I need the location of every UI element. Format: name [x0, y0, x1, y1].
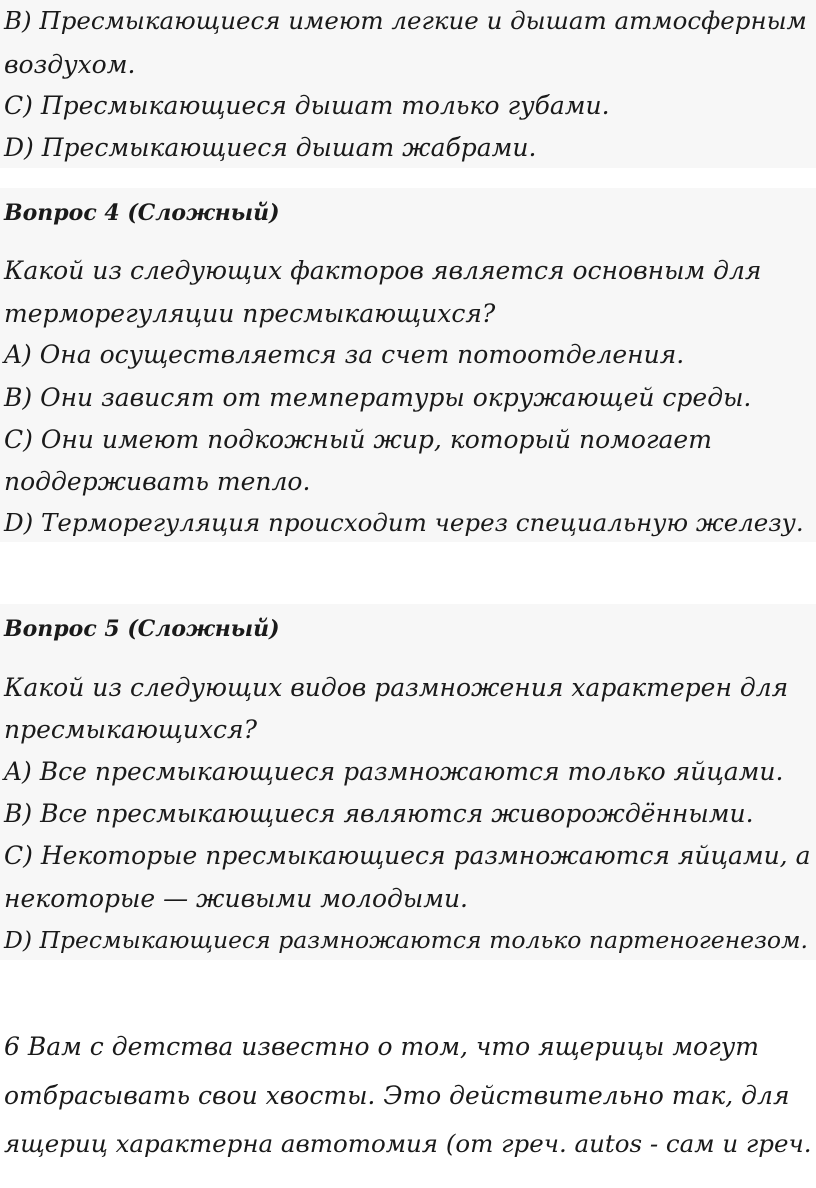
- task-6-line1: 6 Вам с детства известно о том, что ящерицы могут: [4, 1032, 759, 1061]
- q5-title: Вопрос 5 (Сложный): [4, 616, 280, 642]
- q3-option-d: D) Пресмыкающиеся дышат жабрами.: [4, 133, 537, 162]
- q4-option-a: A) Она осуществляется за счет потоотделения.: [4, 340, 685, 369]
- q5-question-line2: пресмыкающихся?: [4, 715, 258, 744]
- q4-title: Вопрос 4 (Сложный): [4, 200, 280, 226]
- q5-option-b: B) Все пресмыкающиеся являются живорождёнными.: [4, 799, 754, 828]
- q4-question-line1: Какой из следующих факторов является основным для: [4, 256, 762, 285]
- task-6-line2: отбрасывать свои хвосты. Это действительно так, для: [4, 1081, 790, 1110]
- q3-option-b-line1: B) Пресмыкающиеся имеют легкие и дышат атмосферным: [4, 6, 807, 35]
- question-4-block: [0, 188, 816, 542]
- question-5-block: [0, 604, 816, 960]
- q5-option-c-line1: C) Некоторые пресмыкающиеся размножаются яйцами, а: [4, 841, 811, 870]
- q5-option-c-line2: некоторые — живыми молодыми.: [4, 884, 468, 913]
- task-6-line3: ящериц характерна автотомия (от греч. autos - сам и греч.: [4, 1129, 812, 1158]
- q4-question-line2: терморегуляции пресмыкающихся?: [4, 299, 496, 328]
- question-3-block: [0, 0, 816, 168]
- q4-option-d: D) Терморегуляция происходит через специальную железу.: [4, 508, 804, 537]
- q5-option-d: D) Пресмыкающиеся размножаются только партеногенезом.: [4, 926, 809, 954]
- q5-option-a: A) Все пресмыкающиеся размножаются только яйцами.: [4, 757, 784, 786]
- q4-option-c-line1: C) Они имеют подкожный жир, который помогает: [4, 425, 712, 454]
- q3-option-c: C) Пресмыкающиеся дышат только губами.: [4, 91, 610, 120]
- q4-option-b: B) Они зависят от температуры окружающей среды.: [4, 383, 752, 412]
- q5-question-line1: Какой из следующих видов размножения характерен для: [4, 673, 789, 702]
- q4-option-c-line2: поддерживать тепло.: [4, 467, 311, 496]
- q3-option-b-line2: воздухом.: [4, 50, 136, 79]
